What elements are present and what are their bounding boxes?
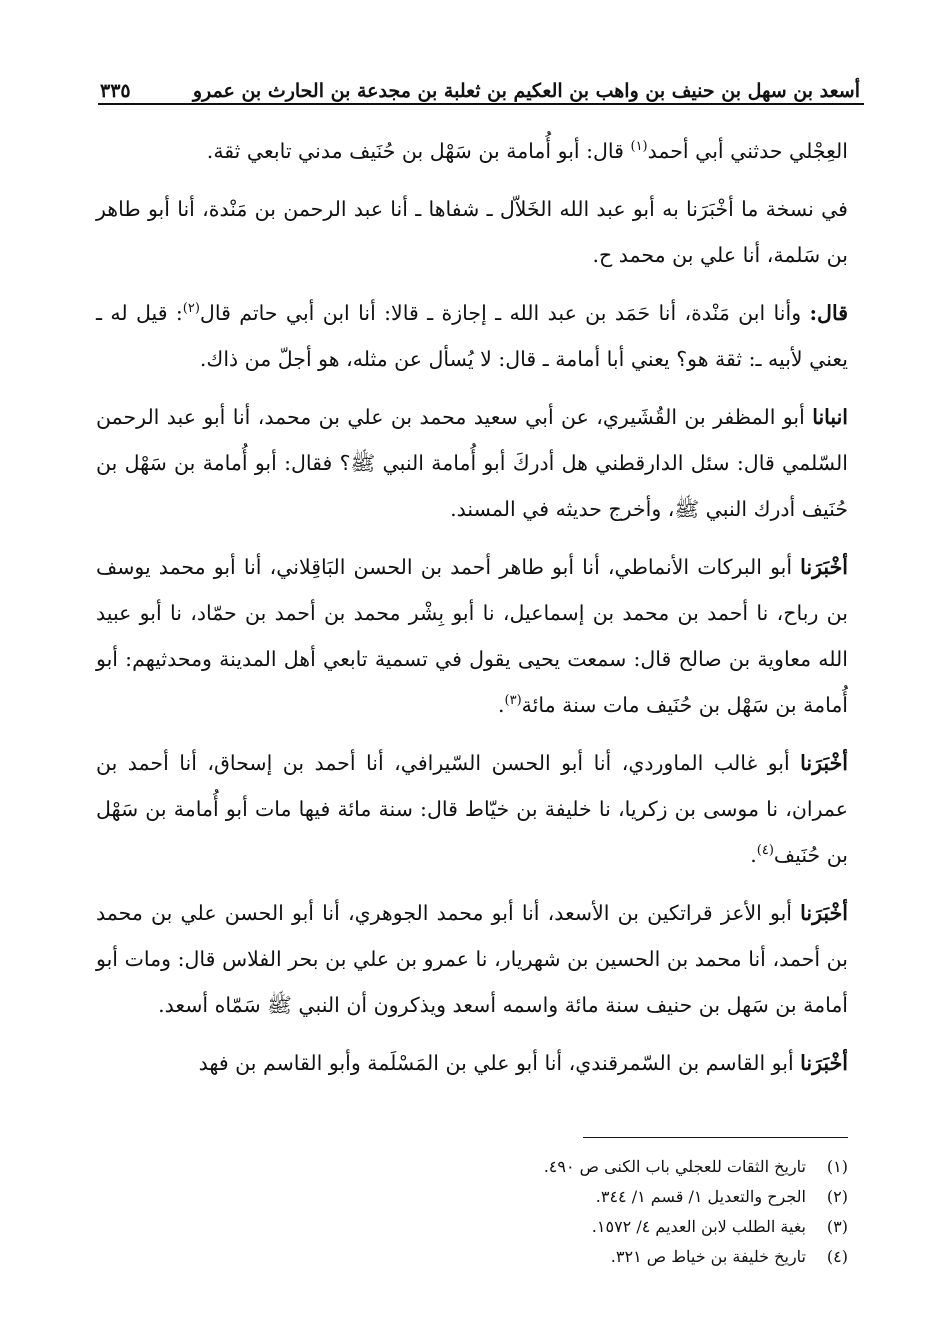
header-rule — [98, 103, 864, 105]
footnotes — [148, 1152, 848, 1272]
paragraph: أخْبَرَنا أبو الأعز قراتكين بن الأسعد، أنا أبو محمد الجوهري، أنا أبو الحسن علي بن محمد بن أحمد، أنا محمد بن الحسين بن شهريار، نا عمرو بن علي بن بحر الفلاس قال: ومات أبو أمامة بن سَهل بن حنيف سنة مائة واسمه أسعد ويذكرون أن النبي ﷺ سَمّاه أسعد. — [96, 901, 848, 1017]
page-number: ٣٣٥ — [100, 80, 131, 102]
paragraph: في نسخة ما أخْبَرَنا به أبو عبد الله الخَلاّل ـ شفاها ـ أنا عبد الرحمن بن مَنْدة، أنا أبو طاهر بن سَلمة، أنا علي بن محمد ح. — [96, 197, 848, 267]
footnote: (٢) الجرح والتعديل ١/ قسم ١/ ٣٤٤. — [595, 1187, 848, 1206]
paragraph: أخْبَرَنا أبو البركات الأنماطي، أنا أبو طاهر أحمد بن الحسن البَاقِلاني، أنا أبو محمد يوسف بن رباح، نا أحمد بن محمد بن إسماعيل، نا أبو بِشْر محمد بن أحمد بن حمّاد، نا أبو عبيد الله معاوية بن صالح قال: سمعت يحيى يقول في تسمية تابعي أهل المدينة ومحدثيهم: أبو أُمامة بن سَهْل بن حُنَيف مات سنة مائة$^{(٣)}$. — [96, 555, 848, 717]
footnote-rule — [583, 1137, 848, 1138]
paragraph: العِجْلي حدثني أبي أحمد$^{(١)}$ قال: أبو أُمامة بن سَهْل بن حُنَيف مدني تابعي ثقة. — [206, 139, 848, 163]
footnote-ref: (١) — [630, 139, 648, 155]
paragraph: قال: وأنا ابن مَنْدة، أنا حَمَد بن عبد الله ـ إجازة ـ قالا: أنا ابن أبي حاتم قال$^{(٢)}$: قيل له ـ يعني لأبيه ـ: ثقة هو؟ يعني أبا أمامة ـ قال: لا يُسأل عن مثله، هو أجلّ من ذاك. — [96, 301, 848, 371]
footnote: (١) تاريخ الثقات للعجلي باب الكنى ص ٤٩٠. — [543, 1157, 848, 1176]
paragraph: انبانا أبو المظفر بن القُشَيري، عن أبي سعيد محمد بن علي بن محمد، أنا أبو عبد الرحمن السّلمي قال: سئل الدارقطني هل أدركَ أبو أُمامة النبي ﷺ؟ فقال: أبو أُمامة بن سَهْل بن حُنَيف أدرك النبي ﷺ، وأخرج حديثه في المسند. — [96, 405, 848, 521]
footnote: (٣) بغية الطلب لابن العديم ٤/ ١٥٧٢. — [591, 1217, 848, 1236]
paragraph: أخْبَرَنا أبو القاسم بن السّمرقندي، أنا أبو علي بن المَسْلَمة وأبو القاسم بن فهد — [198, 1051, 848, 1075]
footnote-ref: (٢) — [182, 301, 200, 317]
paragraph: أخْبَرَنا أبو غالب الماوردي، أنا أبو الحسن السّيرافي، أنا أحمد بن إسحاق، أنا أحمد بن عمران، نا موسى بن زكريا، نا خليفة بن خيّاط قال: سنة مائة فيها مات أبو أُمامة بن سَهْل بن حُنَيف$^{(٤)}$. — [96, 751, 848, 867]
body-text — [96, 128, 848, 1098]
running-header — [100, 62, 860, 102]
footnote-ref: (٣) — [504, 693, 522, 709]
footnote-ref: (٤) — [756, 843, 774, 859]
footnote: (٤) تاريخ خليفة بن خياط ص ٣٢١. — [610, 1247, 848, 1266]
header-title: أسعد بن سهل بن حنيف بن واهب بن العكيم بن ثعلبة بن مجدعة بن الحارث بن عمرو — [192, 80, 860, 102]
